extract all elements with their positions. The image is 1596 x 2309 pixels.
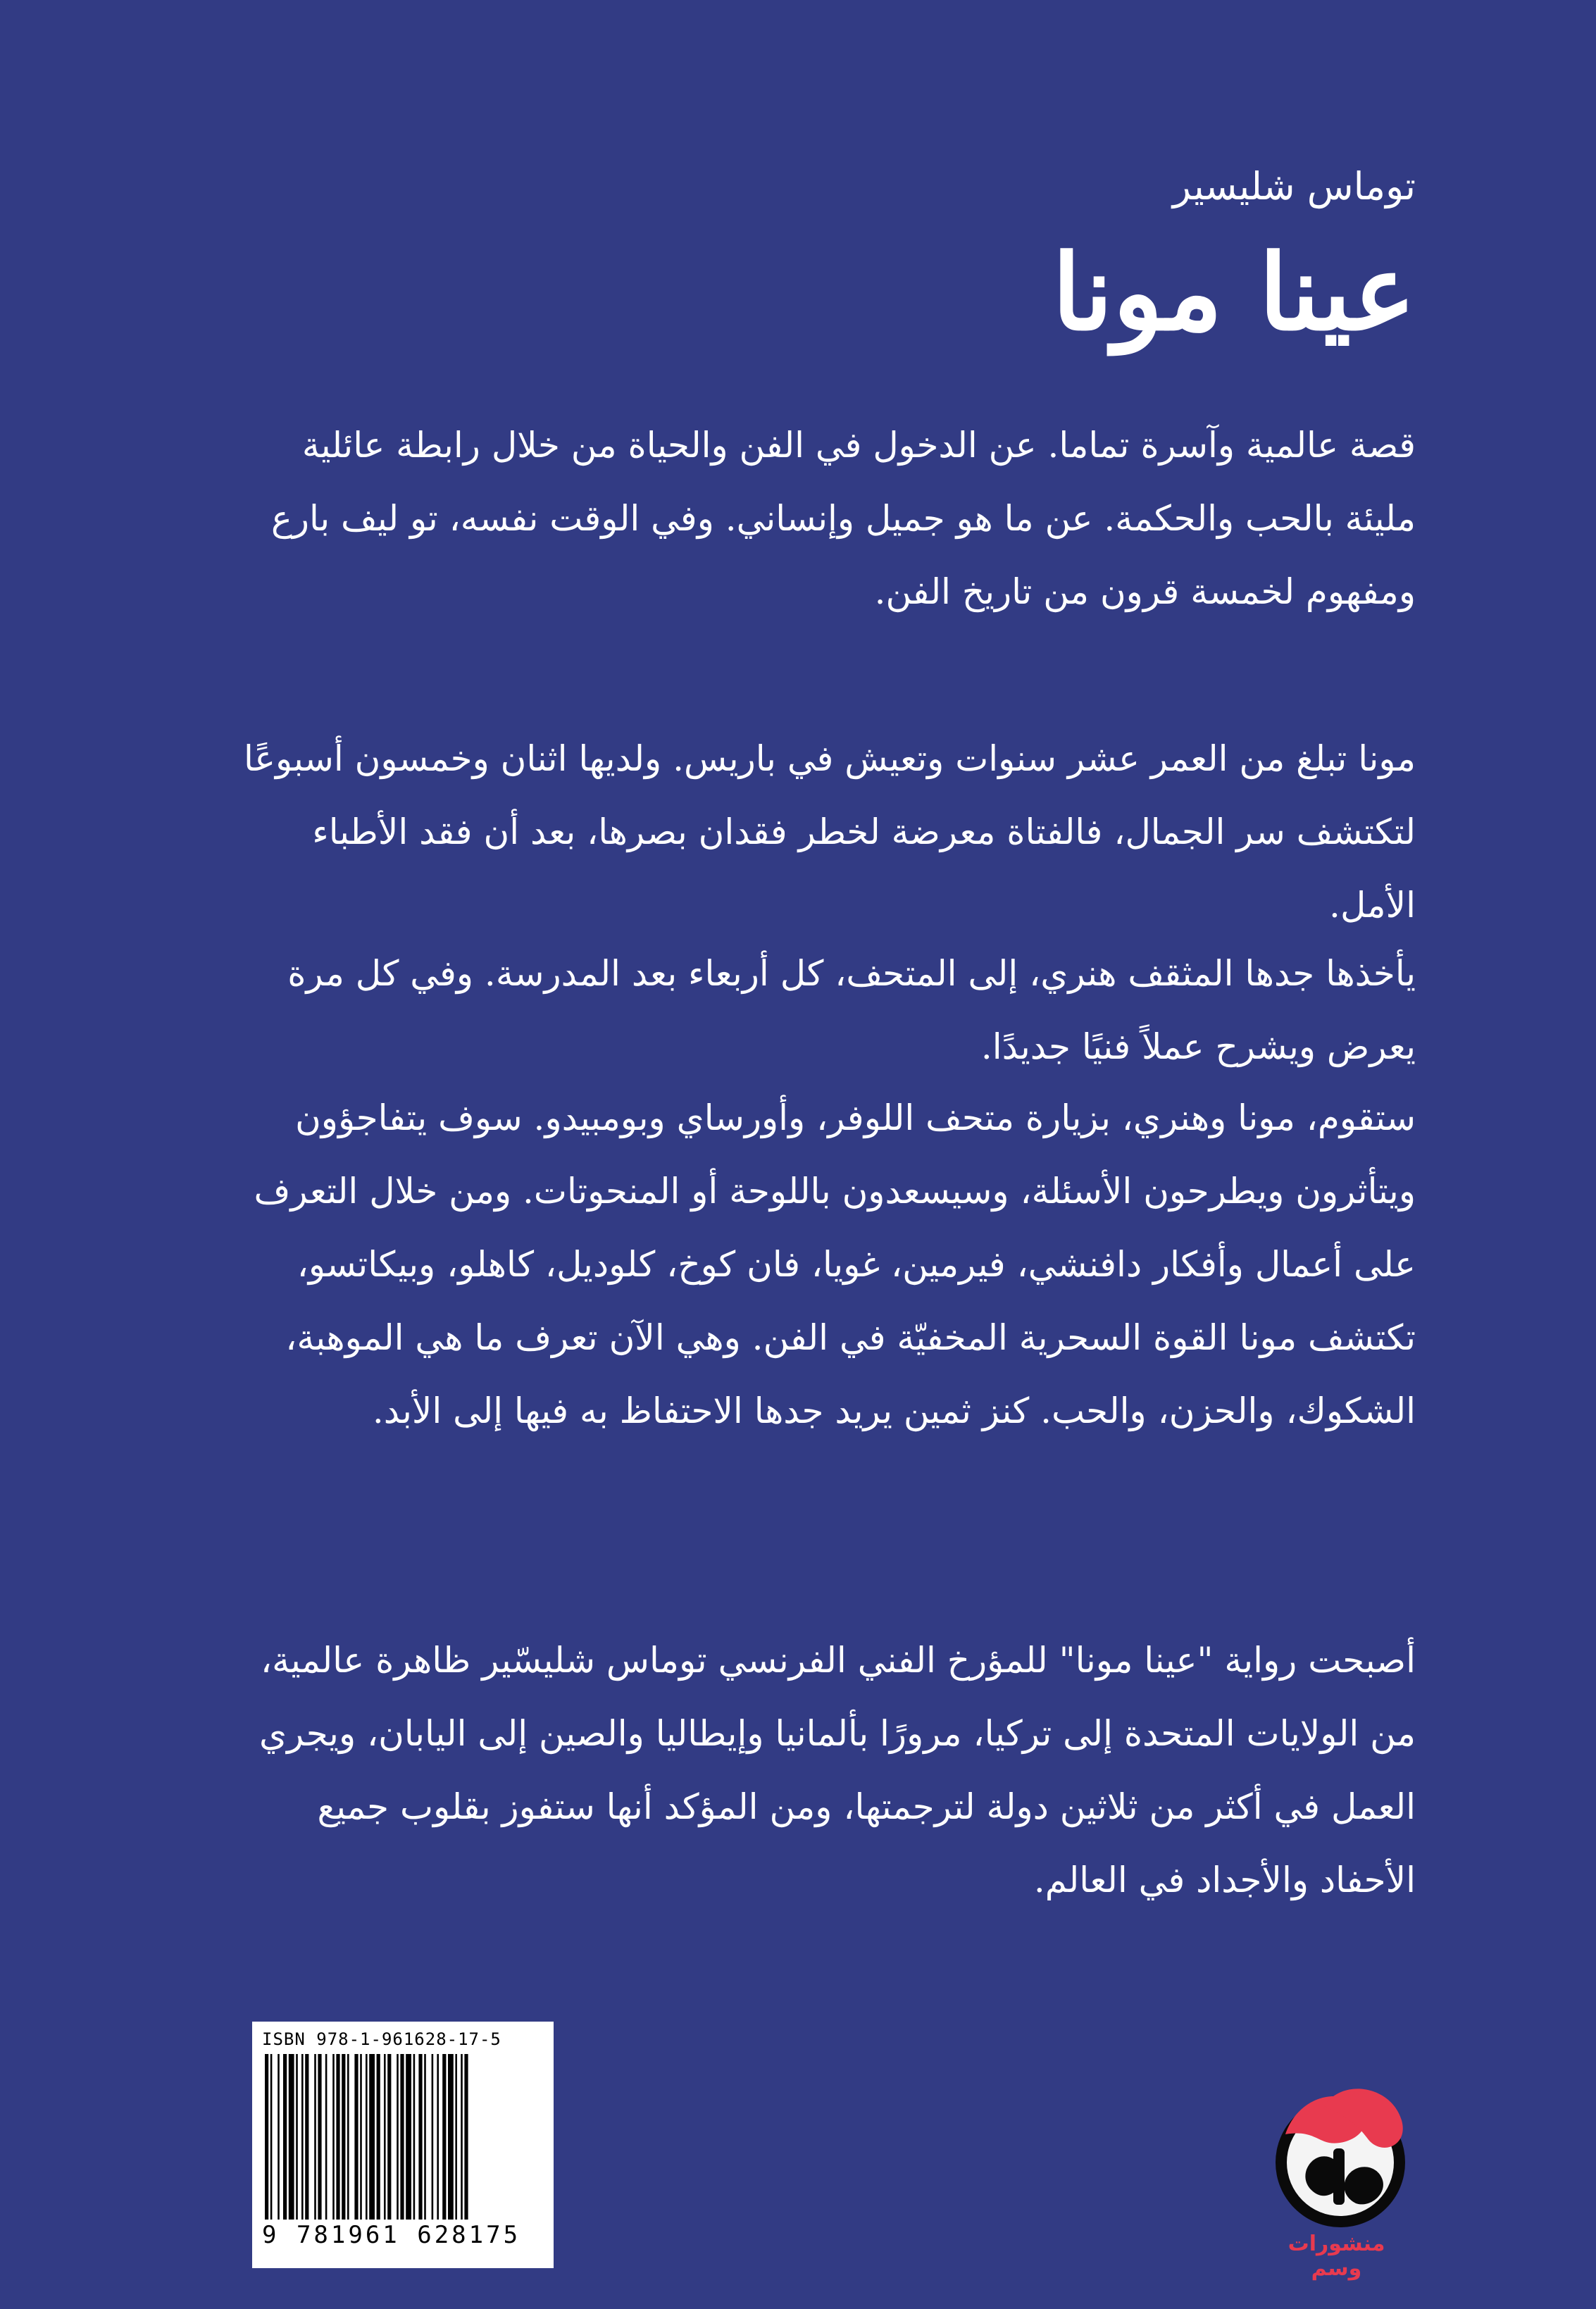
author-name: توماس شليسير — [1172, 164, 1416, 209]
blurb-paragraph-4: ستقوم، مونا وهنري، بزيارة متحف اللوفر، وأورساي وبومبيدو. سوف يتفاجؤون ويتأثرون ويطرحون الأسئلة، وسيسعدون باللوحة أو المنحوتات. ومن خلال التعرف على أعمال وأفكار دافنشي، فيرمين، غويا، فان كوخ، كلوديل، كاهلو، وبيكاتسو، تكتشف مونا القوة السحرية المخفيّة في الفن. وهي الآن تعرف ما هي الموهبة، الشكوك، والحزن، والحب. كنز ثمين يريد جدها الاحتفاظ به فيها إلى الأبد. — [254, 1097, 1416, 1431]
barcode-digits: 9 781961 628175 — [262, 2221, 521, 2249]
publisher-name: منشورات وسم — [1288, 2232, 1385, 2281]
blurb-paragraph-5: أصبحت رواية "عينا مونا" للمؤرخ الفني الفرنسي توماس شليسّير ظاهرة عالمية، من الولايات المتحدة إلى تركيا، مرورًا بألمانيا وإيطاليا والصين إلى اليابان، ويجري العمل في أكثر من ثلاثين دولة لترجمتها، ومن المؤكد أنها ستفوز بقلوب جميع الأحفاد والأجداد في العالم. — [259, 1640, 1416, 1900]
isbn-label: ISBN 978-1-961628-17-5 — [262, 2029, 501, 2049]
blurb-paragraph-2: مونا تبلغ من العمر عشر سنوات وتعيش في باريس. ولديها اثنان وخمسون أسبوعًا لتكتشف سر الجمال، فالفتاة معرضة لخطر فقدان بصرها، بعد أن فقد الأطباء الأمل. — [243, 738, 1416, 926]
blurb-paragraph-3: يأخذها جدها المثقف هنري، إلى المتحف، كل أربعاء بعد المدرسة. وفي كل مرة يعرض ويشرح عملاً فنيًا جديدًا. — [287, 953, 1416, 1067]
blurb-paragraph-1: قصة عالمية وآسرة تماما. عن الدخول في الفن والحياة من خلال رابطة عائلية مليئة بالحب والحكمة. عن ما هو جميل وإنساني. وفي الوقت نفسه، تو ليف بارع ومفهوم لخمسة قرون من تاريخ الفن. — [271, 425, 1416, 612]
barcode-icon — [262, 2054, 537, 2220]
book-title: عينا مونا — [1052, 231, 1416, 354]
isbn-barcode — [252, 2022, 554, 2268]
